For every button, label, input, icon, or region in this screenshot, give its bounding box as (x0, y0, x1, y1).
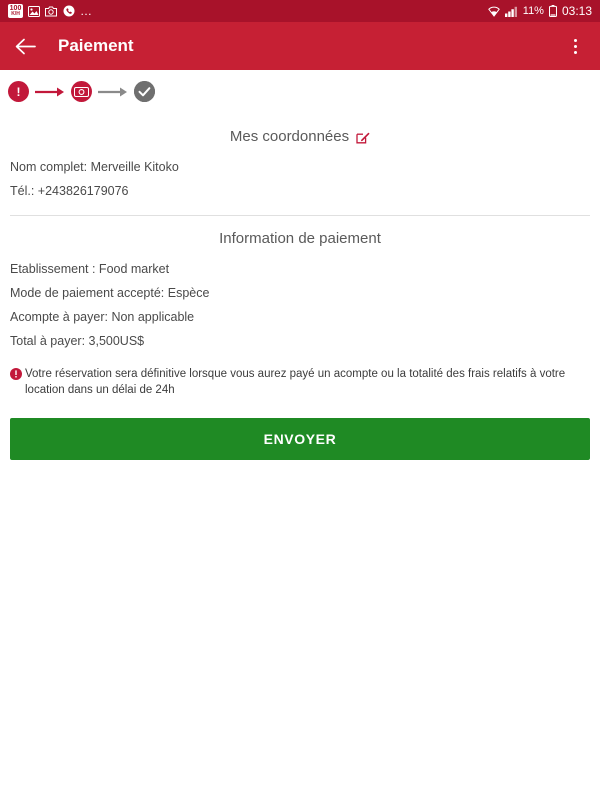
phone-line: Tél.: +243826179076 (10, 184, 129, 198)
reservation-note (10, 353, 590, 404)
stepper-confirm-icon (134, 81, 155, 102)
full-name-line: Nom complet: Merveille Kitoko (10, 160, 179, 174)
page-title: Paiement (58, 36, 134, 55)
status-bar-left (8, 4, 93, 18)
back-arrow-icon[interactable] (14, 35, 36, 57)
status-bar-right (488, 4, 592, 18)
signal-icon (505, 6, 518, 17)
total-line: Total à payer: 3,500US$ (10, 334, 145, 348)
wifi-icon (488, 6, 500, 17)
deposit-line: Acompte à payer: Non applicable (10, 310, 195, 324)
stepper-warning-icon: ! (8, 81, 29, 102)
establishment-line: Etablissement : Food market (10, 262, 170, 276)
battery-percent-label: 11% (522, 5, 544, 17)
stepper-arrow-1-icon (35, 87, 65, 97)
status-bar (0, 0, 600, 22)
camera-icon (45, 6, 58, 17)
reservation-note-text: Votre réservation sera définitive lorsque vous aurez payé un acompte ou la totalité des frais relatifs à votre location dans un délai de 24h (25, 368, 566, 396)
clock-label: 03:13 (561, 4, 592, 18)
battery-icon (549, 5, 557, 17)
progress-stepper (0, 70, 600, 114)
whatsapp-icon (63, 5, 75, 17)
app-bar (0, 22, 600, 70)
notification-count-badge: 100 K/H (9, 5, 22, 17)
send-button[interactable]: ENVOYER (10, 418, 590, 460)
overflow-menu-icon[interactable] (564, 35, 586, 57)
coordinates-section-title (10, 114, 590, 155)
more-notifications-icon: … (80, 4, 93, 18)
payment-mode-line: Mode de paiement accepté: Espèce (10, 286, 210, 300)
payment-content (0, 114, 600, 460)
edit-icon[interactable] (356, 130, 370, 144)
warning-icon (10, 368, 22, 398)
payment-section-title: Information de paiement (219, 230, 381, 247)
image-icon (28, 6, 40, 17)
stepper-arrow-2-icon (98, 87, 128, 97)
stepper-payment-icon (71, 81, 92, 102)
coordinates-title-label: Mes coordonnées (229, 128, 350, 145)
